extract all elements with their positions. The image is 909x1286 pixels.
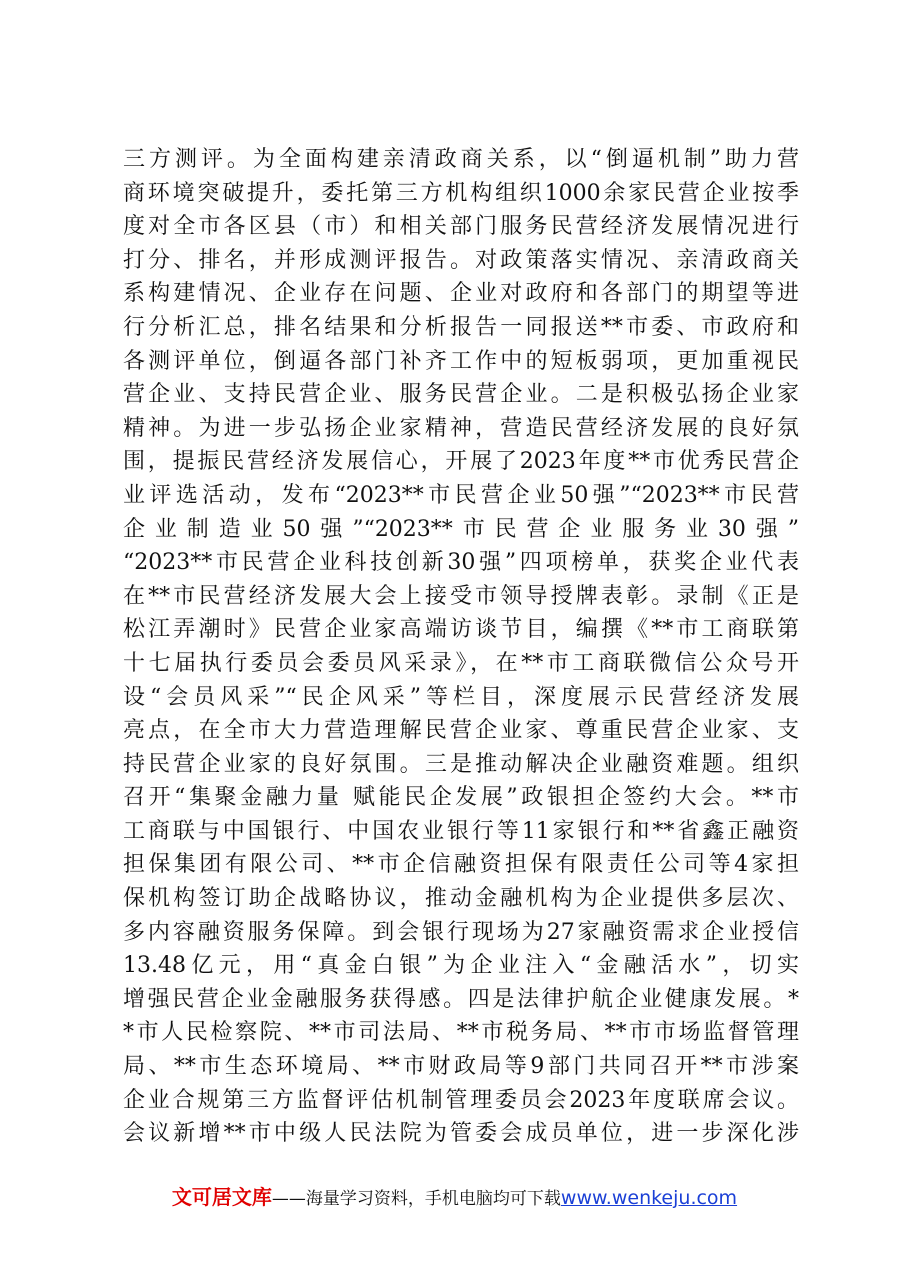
text-line: 持民营企业家的良好氛围。三是推动解决企业融资难题。组织 [123, 751, 799, 777]
footer-dash: —— [271, 1189, 306, 1209]
text-line: *市人民检察院、**市司法局、**市税务局、**市市场监督管理 [123, 1020, 799, 1046]
text-line: 商环境突破提升，委托第三方机构组织1000余家民营企业按季 [123, 180, 799, 206]
text-line: 召开“集聚金融力量 赋能民企发展”政银担企签约大会。**市 [123, 785, 799, 811]
text-line: 松江弄潮时》民营企业家高端访谈节目，编撰《**市工商联第 [123, 617, 799, 643]
text-line: 三方测评。为全面构建亲清政商关系，以“倒逼机制”助力营 [123, 147, 799, 172]
text-line: 担保集团有限公司、**市企信融资担保有限责任公司等4家担 [123, 852, 799, 878]
footer-banner [0, 1181, 909, 1210]
text-line: 亮点，在全市大力营造理解民营企业家、尊重民营企业家、支 [123, 718, 799, 744]
footer-slogan: 海量学习资料，手机电脑均可下载 [305, 1189, 561, 1209]
text-line: 打分、排名，并形成测评报告。对政策落实情况、亲清政商关 [123, 247, 799, 273]
text-line: 度对全市各区县（市）和相关部门服务民营经济发展情况进行 [123, 214, 799, 240]
text-line: 精神。为进一步弘扬企业家精神，营造民营经济发展的良好氛 [123, 415, 799, 441]
text-line: 在**市民营经济发展大会上接受市领导授牌表彰。录制《正是 [123, 583, 799, 609]
text-line: 系构建情况、企业存在问题、企业对政府和各部门的期望等进 [123, 281, 799, 307]
text-line: 设“会员风采”“民企风采”等栏目，深度展示民营经济发展 [123, 684, 799, 710]
footer-website-link[interactable]: www.wenkeju.com [560, 1187, 738, 1209]
text-line: 企业制造业50强”“2023**市民营企业服务业30强” [123, 516, 799, 542]
body-paragraph [123, 143, 799, 1151]
text-line: 企业合规第三方监督评估机制管理委员会2023年度联席会议。 [123, 1087, 799, 1113]
text-line: 行分析汇总，排名结果和分析报告一同报送**市委、市政府和 [123, 314, 799, 340]
text-line: 各测评单位，倒逼各部门补齐工作中的短板弱项，更加重视民 [123, 348, 799, 374]
text-line: 营企业、支持民营企业、服务民营企业。二是积极弘扬企业家 [123, 382, 799, 408]
text-line: 十七届执行委员会委员风采录》，在**市工商联微信公众号开 [123, 650, 799, 676]
text-line: 保机构签订助企战略协议，推动金融机构为企业提供多层次、 [123, 886, 799, 912]
text-line: 多内容融资服务保障。到会银行现场为27家融资需求企业授信 [123, 919, 799, 945]
text-line: “2023**市民营企业科技创新30强”四项榜单，获奖企业代表 [123, 550, 799, 576]
text-line: 业评选活动，发布“2023**市民营企业50强”“2023**市民营 [123, 482, 799, 508]
footer-brand: 文可居文库 [171, 1185, 272, 1209]
text-line: 会议新增**市中级人民法院为管委会成员单位，进一步深化涉 [123, 1121, 799, 1147]
text-line: 围，提振民营经济发展信心，开展了2023年度**市优秀民营企 [123, 449, 799, 475]
text-line: 工商联与中国银行、中国农业银行等11家银行和**省鑫正融资 [123, 818, 799, 844]
text-line: 增强民营企业金融服务获得感。四是法律护航企业健康发展。* [123, 986, 799, 1012]
text-line: 13.48亿元，用“真金白银”为企业注入“金融活水”，切实 [123, 953, 799, 979]
text-line: 局、**市生态环境局、**市财政局等9部门共同召开**市涉案 [123, 1054, 799, 1080]
